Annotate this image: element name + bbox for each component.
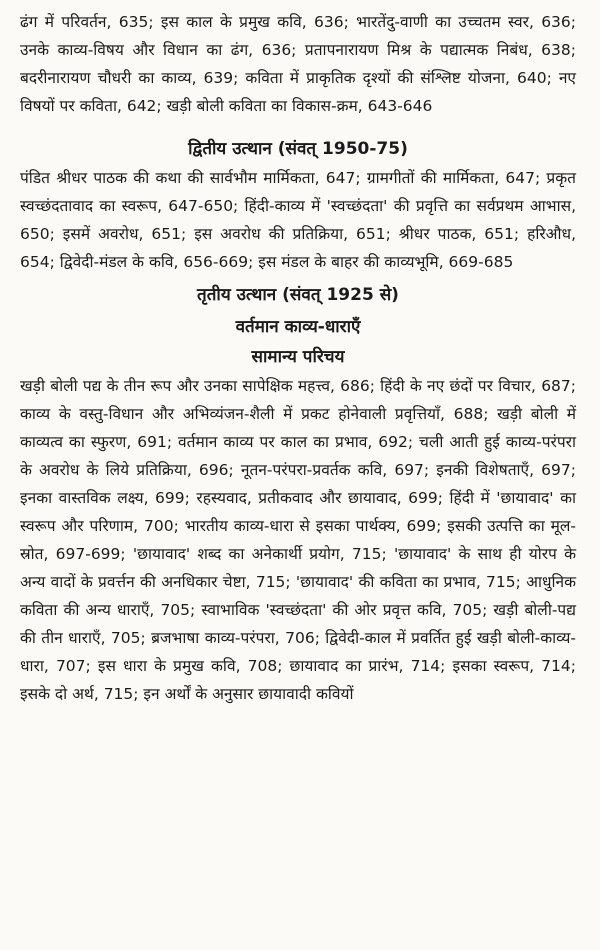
- section3-subsubheading: सामान्य परिचय: [251, 347, 345, 367]
- section2-paragraph: पंडित श्रीधर पाठक की कथा की सार्वभौम मार्मिकता, 647; ग्रामगीतों की मार्मिकता, 647; प्रकृत स्वच्छंदतावाद का स्वरूप, 647-650; हिंदी-काव्य में 'स्वच्छंदता' की प्रवृत्ति का सर्वप्रथम आभास, 650; इसमें अवरोध, 651; इस अवरोध की प्रतिक्रिया, 651; श्रीधर पाठक, 651; हरिऔध, 654; द्विवेदी-मंडल के कवि, 656-669; इस मंडल के बाहर की काव्यभूमि, 669-685: [20, 169, 576, 271]
- section3-paragraph: खड़ी बोली पद्य के तीन रूप और उनका सापेक्षिक महत्त्व, 686; हिंदी के नए छंदों पर विचार, 687; काव्य के वस्तु-विधान और अभिव्यंजन-शैली में प्रकट होनेवाली प्रवृत्तियाँ, 688; खड़ी बोली में काव्यत्व का स्फुरण, 691; वर्तमान काव्य पर काल का प्रभाव, 692; चली आती हुई काव्य-परंपरा के अवरोध के लिये प्रतिक्रिया, 696; नूतन-परंपरा-प्रवर्तक कवि, 697; इनकी विशेषताएँ, 697; इनका वास्तविक लक्ष्य, 699; रहस्यवाद, प्रतीकवाद और छायावाद, 699; हिंदी में 'छायावाद' का स्वरूप और परिणाम, 700; भारतीय काव्य-धारा से इसका पार्थक्य, 699; इसकी उत्पत्ति का मूल-स्रोत, 697-699; 'छायावाद' शब्द का अनेकार्थी प्रयोग, 715; 'छायावाद' के साथ ही योरप के अन्य वादों के प्रवर्त्तन की अनधिकार चेष्टा, 715; 'छायावाद' की कविता का प्रभाव, 715; आधुनिक कविता की अन्य धाराएँ, 705; स्वाभाविक 'स्वच्छंदता' की ओर प्रवृत्त कवि, 705; खड़ी बोली-पद्य की तीन धाराएँ, 705; ब्रजभाषा काव्य-परंपरा, 706; द्विवेदी-काल में प्रवर्तित हुई खड़ी बोली-काव्य-धारा, 707; इस धारा के प्रमुख कवि, 708; छायावाद का प्रारंभ, 714; इसका स्वरूप, 714; इसके दो अर्थ, 715; इन अर्थों के अनुसार छायावादी कवियों: [20, 377, 576, 703]
- section3-subheading: वर्तमान काव्य-धाराएँ: [235, 317, 361, 337]
- section3-heading: तृतीय उत्थान (संवत् 1925 से): [197, 285, 399, 305]
- intro-paragraph: ढंग में परिवर्तन, 635; इस काल के प्रमुख कवि, 636; भारतेंदु-वाणी का उच्चतम स्वर, 636; उनके काव्य-विषय और विधान का ढंग, 636; प्रतापनारायण मिश्र के पद्यात्मक निबंध, 638; बदरीनारायण चौधरी का काव्य, 639; कविता में प्राकृतिक दृश्यों की संश्लिष्ट योजना, 640; नए विषयों पर कविता, 642; खड़ी बोली कविता का विकास-क्रम, 643-646: [20, 13, 576, 115]
- section2-heading: द्वितीय उत्थान (संवत् 1950-75): [188, 139, 408, 159]
